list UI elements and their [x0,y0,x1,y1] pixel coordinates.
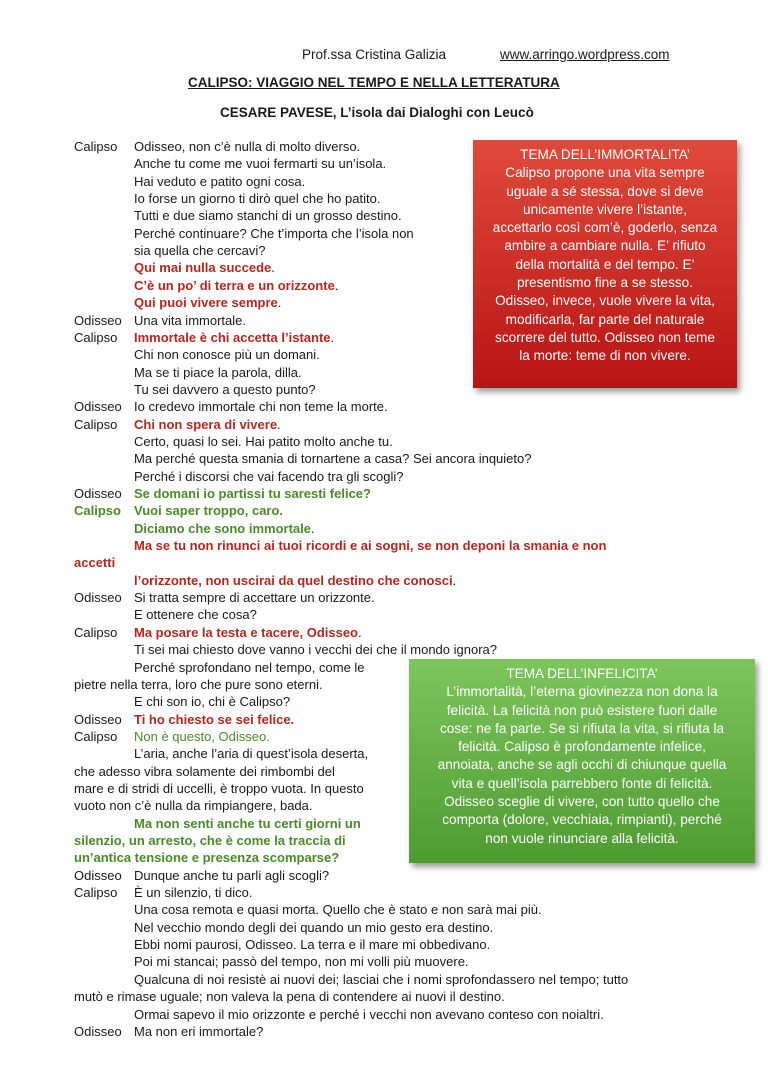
line-text: Perché i discorsi che vai facendo tra gli scogli? [134,468,404,484]
speaker-name: Odisseo [74,590,122,606]
dialogue-text-span [134,728,270,745]
author-name: Prof.ssa Cristina Galizia [302,47,447,62]
unhappiness-line: TEMA DELL’INFELICITA’ [506,666,658,681]
dialogue-line [0,1006,768,1023]
document-title: CALIPSO: VIAGGIO NEL TEMPO E NELLA LETTERATURA [188,75,560,90]
dialogue-text-span [134,624,362,641]
dialogue-line [0,520,768,537]
line-text: Una cosa remota e quasi morta. Quello che è stato e non sarà mai più. [134,902,542,918]
dialogue-line [0,468,768,485]
immortality-line: unicamente vivere l’istante, [523,201,687,217]
line-text: vuoto non c’è nulla da rimpiangere, bada. [74,798,313,814]
immortality-line: della mortalità e del tempo. E’ [515,256,695,272]
dialogue-text-span [134,815,361,832]
line-text: che adesso vibra solamente dei rimbombi del [74,763,335,779]
dialogue-text-span [74,797,313,814]
website-link[interactable]: www.arringo.wordpress.com [500,47,670,62]
dialogue-text-span [134,259,275,276]
line-text: Ma non eri immortale? [134,1023,264,1039]
line-text: sia quella che cercavi? [134,243,266,259]
dialogue-line [0,953,768,970]
line-punctuation: . [330,329,335,345]
dialogue-text-span [134,364,302,381]
dialogue-text-span [134,207,402,224]
line-text: accetti [74,555,116,571]
dialogue-line [0,572,768,589]
dialogue-text-span [134,884,253,901]
dialogue-line [0,537,768,554]
line-text: Tu sei davvero a questo punto? [134,381,316,397]
line-punctuation: . [452,572,457,588]
dialogue-text-span [134,971,628,988]
dialogue-text-span [134,502,283,519]
speaker-name: Calipso [74,139,118,154]
line-punctuation: . [271,260,275,276]
line-punctuation: . [311,520,315,536]
dialogue-text-span [134,155,386,172]
line-text: L’aria, anche l’aria di quest’isola deserta, [134,746,369,762]
line-text: Ma posare la testa e tacere, Odisseo [134,624,358,640]
immortality-line: ambire a cambiare nulla. E’ rifiuto [504,238,706,254]
dialogue-text-span [134,606,257,623]
dialogue-text-span [134,936,490,953]
dialogue-text-span [74,676,323,693]
dialogue-line [0,416,768,433]
speaker-name: Calipso [74,728,118,744]
line-text: Io credevo immortale chi non teme la morte. [134,399,388,415]
dialogue-text-span [134,901,542,918]
dialogue-line [0,450,768,467]
dialogue-text-span [134,520,315,537]
dialogue-text-span [134,381,316,398]
dialogue-text-span [134,225,414,242]
line-text: Immortale è chi accetta l’istante [134,329,331,345]
unhappiness-line: L’immortalità, l’eterna giovinezza non dona la [446,684,718,700]
immortality-line: presentismo fine a se stesso. [516,275,694,291]
dialogue-text-span [134,398,388,415]
dialogue-line [0,901,768,918]
dialogue-line [0,641,768,658]
immortality-line: uguale a sé stessa, dove si deve [506,183,704,199]
line-text: Perché sprofondano nel tempo, come le [134,659,365,675]
line-text: Si tratta sempre di accettare un orizzonte. [134,590,375,606]
line-text: Ma perché questa smania di tornartene a casa? Sei ancora inquieto? [134,451,532,467]
speaker-name: Odisseo [74,399,122,415]
dialogue-text-span [74,832,346,849]
line-text: Ebbi nomi paurosi, Odisseo. La terra e il mare mi obbedivano. [134,937,491,953]
dialogue-text-span [134,867,329,884]
unhappiness-theme-box [409,659,755,863]
line-text: Io forse un giorno ti dirò quel che ho patito. [134,191,381,207]
unhappiness-line: annoiata, anche se agli occhi di chiunque quella [437,757,727,773]
dialogue-text-span [134,346,320,363]
dialogue-text-span [134,919,493,936]
dialogue-line [0,971,768,988]
speaker-name: Odisseo [74,486,122,501]
line-text: Qui mai nulla succede [134,260,272,276]
line-text: C’è un po’ di terra e un orizzonte [134,277,335,293]
line-text: mutò e rimase uguale; non valeva la pena di contendere ai nuovi il destino. [74,989,505,1005]
dialogue-text-span [134,329,334,346]
line-text: Non è questo, Odisseo. [134,728,270,744]
dialogue-text-span [134,173,305,190]
dialogue-text-span [134,589,375,606]
dialogue-line [0,433,768,450]
unhappiness-line: Odisseo sceglie di vivere, con tutto quello che [444,794,720,810]
line-text: Perché continuare? Che t’importa che l’isola non [134,225,414,241]
dialogue-line [0,884,768,901]
unhappiness-line: felicità. Calipso è profondamente infelice, [458,739,706,755]
dialogue-text-span [134,416,281,433]
dialogue-text-span [134,294,281,311]
dialogue-text-span [134,277,338,294]
dialogue-line [0,502,768,519]
line-text: Tutti e due siamo stanchi di un grosso destino. [134,208,402,224]
line-text: l’orizzonte, non uscirai da quel destino che conosci [134,572,453,588]
dialogue-text-span [134,312,246,329]
line-punctuation: . [277,295,282,311]
unhappiness-line: cose: ne fa parte. Se si rifiuta la vita, si rifiuta la [439,720,725,736]
speaker-name: Odisseo [74,1023,122,1039]
dialogue-text-span [134,1023,263,1040]
immortality-line: la morte: teme di non vivere. [519,348,691,364]
line-text: Dunque anche tu parli agli scogli? [134,867,330,883]
line-text: Certo, quasi lo sei. Hai patito molto anche tu. [134,433,393,449]
dialogue-text-span [134,1006,604,1023]
dialogue-line [0,988,768,1005]
dialogue-line [0,867,768,884]
unhappiness-line: vita e quell’isola parrebbero fonte di felicità. [451,775,713,791]
dialogue-text-span [134,659,365,676]
line-text: mare e di stridi di uccelli, è troppo vuota. In questo [74,780,364,796]
line-text: Qui puoi vivere sempre [134,295,278,311]
immortality-theme-box [473,140,737,388]
dialogue-text-span [134,468,404,485]
dialogue-text-span [74,763,335,780]
dialogue-line [0,624,768,641]
unhappiness-line: non vuole rinunciare alla felicità. [485,830,679,846]
line-text: Chi non spera di vivere [134,416,278,432]
dialogue-line [0,589,768,606]
dialogue-line [0,485,768,502]
immortality-line: Calipso propone una vita sempre [505,165,705,181]
line-text: Ti ho chiesto se sei felice. [134,711,295,727]
dialogue-line [0,1023,768,1040]
dialogue-line [0,606,768,623]
line-text: Diciamo che sono immortale [134,520,311,536]
speaker-name: Calipso [74,416,118,432]
dialogue-line [0,919,768,936]
line-text: Ma non senti anche tu certi giorni un [134,815,361,831]
dialogue-text-span [134,450,531,467]
dialogue-text-span [134,693,290,710]
line-text: Anche tu come me vuoi fermarti su un’isola. [134,156,387,172]
dialogue-text-span [74,849,339,866]
line-punctuation: . [334,277,339,293]
dialogue-text-span [134,953,469,970]
line-text: E ottenere che cosa? [134,607,257,623]
speaker-name: Odisseo [74,312,122,328]
speaker-name: Odisseo [74,867,122,883]
dialogue-text-span [134,641,497,658]
dialogue-text-span [134,572,456,589]
line-text: Odisseo, non c’è nulla di molto diverso. [134,139,361,154]
line-text: Hai veduto e patito ogni cosa. [134,173,306,189]
dialogue-text-span [74,554,115,571]
line-text: Ma se ti piace la parola, dilla. [134,364,302,380]
document-subtitle: CESARE PAVESE, L’isola dai Dialoghi con Leucò [220,105,534,120]
speaker-name: Calipso [74,624,118,640]
immortality-line: modificarla, far parte del naturale [505,311,705,327]
dialogue-text-span [134,711,294,728]
dialogue-text-span [134,745,368,762]
line-text: Una vita immortale. [134,312,246,328]
dialogue-text-span [134,242,266,259]
line-text: Poi mi stancai; passò del tempo, non mi volli più muovere. [134,954,469,970]
speaker-name: Calipso [74,503,121,519]
immortality-line: TEMA DELL’IMMORTALITA’ [520,147,690,162]
dialogue-text-span [134,433,393,450]
line-text: Chi non conosce più un domani. [134,347,320,363]
dialogue-text-span [134,485,371,502]
line-text: Qualcuna di noi resistè ai nuovi dei; lasciai che i nomi sprofondassero nel tempo; tutto [134,971,629,987]
unhappiness-line: comporta (dolore, vecchiaia, rimpianti), perché [442,812,722,828]
immortality-line: Odisseo, invece, vuole vivere la vita, [495,293,715,309]
line-text: Vuoi saper troppo, caro. [134,503,284,519]
line-text: È un silenzio, ti dico. [134,885,253,901]
speaker-name: Odisseo [74,711,122,727]
line-text: Se domani io partissi tu saresti felice? [134,486,371,501]
dialogue-text-span [134,537,606,554]
line-text: Ma se tu non rinunci ai tuoi ricordi e ai sogni, se non deponi la smania e non [134,538,607,554]
line-text: Ti sei mai chiesto dove vanno i vecchi dei che il mondo ignora? [134,642,497,658]
line-punctuation: . [358,624,362,640]
line-text: Nel vecchio mondo degli dei quando un mio gesto era destino. [134,919,494,935]
dialogue-text-span [74,988,505,1005]
dialogue-text-span [134,190,380,207]
speaker-name: Calipso [74,885,118,901]
immortality-line: accettarlo così com’è, goderlo, senza [492,220,718,236]
immortality-line: scorrere del tutto. Odisseo non teme [495,329,715,345]
dialogue-line [0,554,768,571]
dialogue-text-span [74,780,364,797]
line-text: Ormai sapevo il mio orizzonte e perché i vecchi non avevano conteso con noialtri. [134,1006,604,1022]
line-text: silenzio, un arresto, che è come la traccia di [74,833,346,848]
unhappiness-line: felicità. La felicità non può esistere fuori dalle [446,702,718,718]
dialogue-line [0,936,768,953]
speaker-name: Calipso [74,329,118,345]
line-text: pietre nella terra, loro che pure sono eterni. [74,676,323,692]
dialogue-line [0,398,768,415]
line-text: un’antica tensione e presenza scomparse? [74,850,340,866]
line-punctuation: . [277,416,281,432]
line-text: E chi son io, chi è Calipso? [134,694,291,710]
dialogue-text-span [134,138,360,155]
